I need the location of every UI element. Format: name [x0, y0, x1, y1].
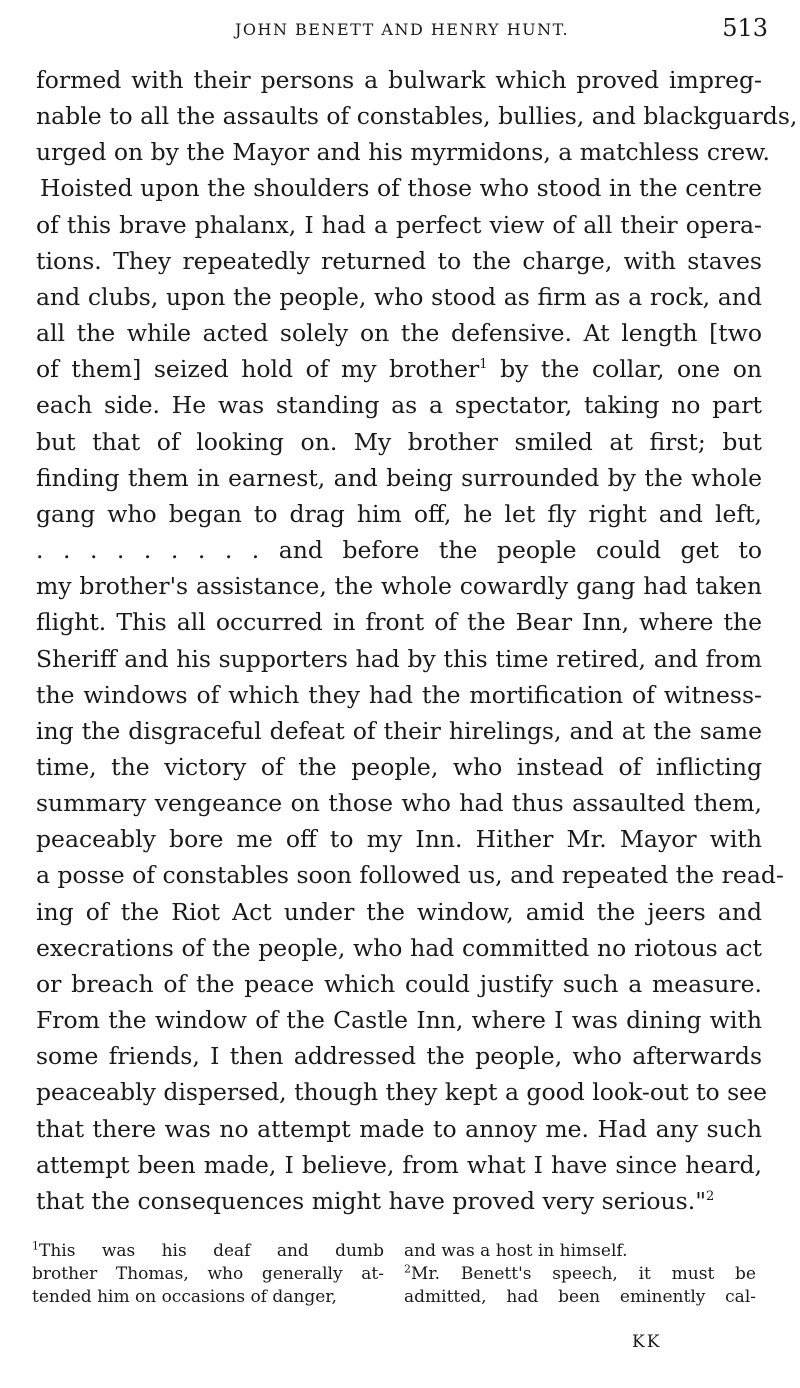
- text-line: some friends, I then addressed the people, who afterwards: [36, 1042, 762, 1071]
- footnote-column-left: [32, 1240, 384, 1309]
- footnote-text: This was his deaf and dumb: [39, 1241, 384, 1261]
- text-line: ing the disgraceful defeat of their hirelings, and at the same: [36, 716, 762, 745]
- text-line: the windows of which they had the mortification of witness-: [36, 680, 762, 709]
- text-line: attempt been made, I believe, from what I have since heard,: [36, 1150, 762, 1179]
- text-line: flight. This all occurred in front of the Bear Inn, where the: [36, 608, 762, 637]
- footnote-line: [404, 1263, 756, 1286]
- text-segment: of them] seized hold of my brother: [36, 355, 480, 384]
- page-number: 513: [722, 14, 768, 42]
- footnote-mark-1: 1: [32, 1239, 39, 1253]
- text-line-with-footnote: [36, 351, 762, 387]
- text-line: all the while acted solely on the defensive. At length [two: [36, 319, 762, 348]
- footnote-line: admitted, had been eminently cal-: [404, 1287, 756, 1307]
- text-line: each side. He was standing as a spectator, taking no part: [36, 391, 762, 420]
- text-line: execrations of the people, who had committed no riotous act: [36, 933, 762, 962]
- running-head: JOHN BENETT AND HENRY HUNT.: [234, 20, 570, 39]
- text-line: summary vengeance on those who had thus assaulted them,: [36, 789, 762, 818]
- text-line: and clubs, upon the people, who stood as firm as a rock, and: [36, 282, 762, 311]
- text-line: time, the victory of the people, who instead of inflicting: [36, 752, 762, 781]
- body-text: [36, 62, 798, 1219]
- footnote-line: brother Thomas, who generally at-: [32, 1264, 384, 1284]
- text-line: formed with their persons a bulwark which proved impreg-: [36, 66, 762, 94]
- signature-mark: KK: [632, 1332, 662, 1352]
- text-line: a posse of constables soon followed us, and repeated the read-: [36, 861, 784, 890]
- page-header: [36, 14, 768, 48]
- footnote-mark-2: 2: [404, 1262, 411, 1276]
- text-line: urged on by the Mayor and his myrmidons, a matchless crew.: [36, 138, 770, 167]
- text-line: nable to all the assaults of constables, bullies, and blackguards,: [36, 102, 798, 131]
- text-segment: by the collar, one on: [487, 355, 762, 384]
- text-line: but that of looking on. My brother smiled at first; but: [36, 427, 762, 456]
- footnote-column-right: [404, 1240, 756, 1309]
- text-line: Sheriff and his supporters had by this time retired, and from: [36, 644, 762, 673]
- text-line-with-footnote: [36, 1183, 762, 1219]
- footnote-line: [32, 1240, 384, 1263]
- text-segment: that the consequences might have proved very serious.": [36, 1186, 707, 1215]
- footnote-line: tended him on occasions of danger,: [32, 1287, 337, 1307]
- footnote-text: Mr. Benett's speech, it must be: [411, 1264, 756, 1284]
- text-line: finding them in earnest, and being surrounded by the whole: [36, 463, 762, 492]
- text-line: of this brave phalanx, I had a perfect view of all their opera-: [36, 210, 762, 239]
- footnote-ref-1[interactable]: 1: [479, 357, 488, 373]
- text-line: peaceably bore me off to my Inn. Hither Mr. Mayor with: [36, 825, 762, 854]
- text-line: my brother's assistance, the whole cowardly gang had taken: [36, 572, 762, 601]
- ellipsis-line: . . . . . . . . . and before the people could get to: [36, 536, 762, 565]
- footnote-ref-2[interactable]: 2: [706, 1189, 715, 1205]
- text-line: From the window of the Castle Inn, where I was dining with: [36, 1006, 762, 1035]
- footnotes: [32, 1240, 756, 1309]
- text-line: Hoisted upon the shoulders of those who stood in the centre: [40, 174, 762, 203]
- text-line: that there was no attempt made to annoy me. Had any such: [36, 1114, 762, 1143]
- text-line: or breach of the peace which could justify such a measure.: [36, 969, 762, 998]
- text-line: tions. They repeatedly returned to the charge, with staves: [36, 246, 762, 275]
- footnote-line: and was a host in himself.: [404, 1241, 628, 1261]
- text-line: gang who began to drag him off, he let fly right and left,: [36, 499, 762, 528]
- text-line: peaceably dispersed, though they kept a good look-out to see: [36, 1078, 767, 1107]
- text-line: ing of the Riot Act under the window, amid the jeers and: [36, 897, 762, 926]
